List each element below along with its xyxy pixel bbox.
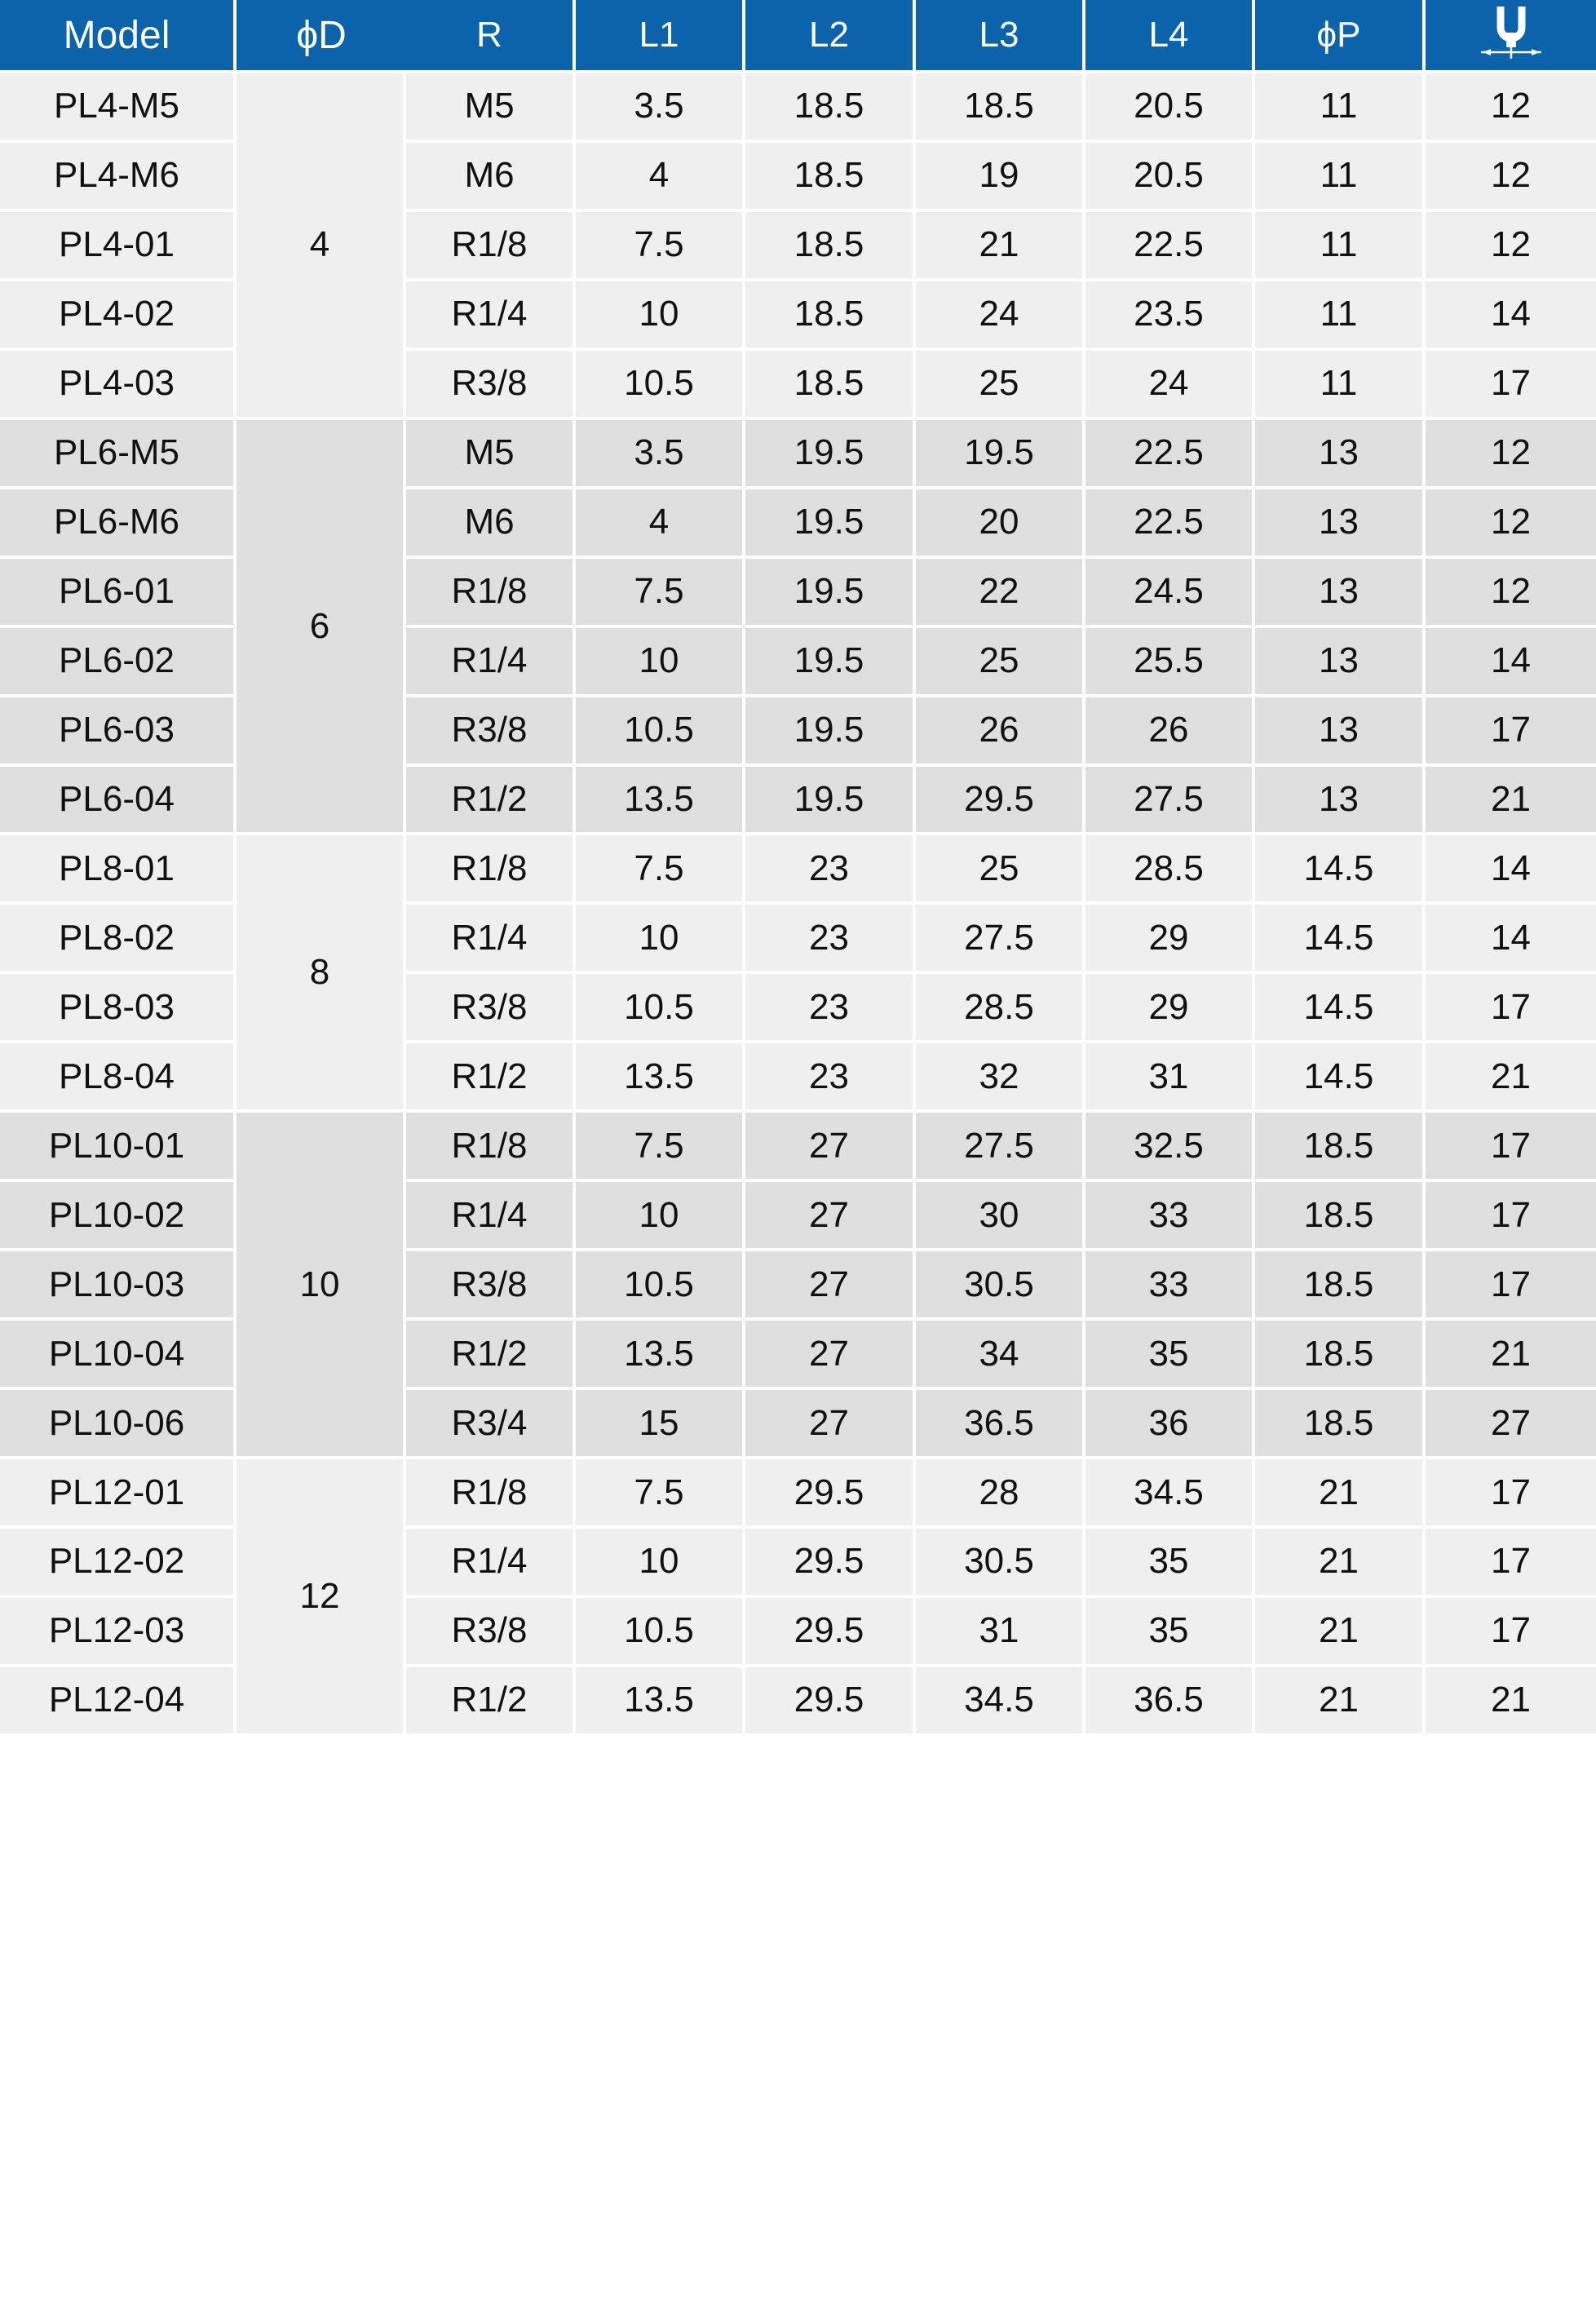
- p-cell: 14.5: [1255, 905, 1426, 974]
- diameter-cell: 12: [237, 1459, 406, 1737]
- l2-cell: 27: [745, 1182, 916, 1251]
- l3-cell: 18.5: [916, 73, 1085, 143]
- r-cell: R1/4: [406, 281, 576, 351]
- r-cell: M5: [406, 420, 576, 489]
- l4-cell: 31: [1085, 1043, 1255, 1113]
- l4-cell: 35: [1085, 1321, 1255, 1390]
- model-cell: PL6-01: [0, 559, 237, 628]
- model-cell: PL4-M5: [0, 73, 237, 143]
- l1-cell: 3.5: [576, 73, 745, 143]
- p-cell: 21: [1255, 1598, 1426, 1667]
- r-cell: R3/8: [406, 974, 576, 1043]
- l3-cell: 25: [916, 351, 1085, 420]
- diameter-cell: 6: [237, 420, 406, 836]
- table-body: [0, 73, 1596, 1737]
- h-cell: 17: [1426, 351, 1596, 420]
- h-cell: 12: [1426, 73, 1596, 143]
- l1-cell: 10.5: [576, 1598, 745, 1667]
- h-cell: 17: [1426, 1182, 1596, 1251]
- l2-cell: 29.5: [745, 1598, 916, 1667]
- l2-cell: 18.5: [745, 143, 916, 212]
- l2-cell: 19.5: [745, 767, 916, 836]
- l1-cell: 7.5: [576, 835, 745, 905]
- l4-cell: 36: [1085, 1390, 1255, 1459]
- p-cell: 13: [1255, 628, 1426, 697]
- l3-cell: 25: [916, 835, 1085, 905]
- model-cell: PL10-02: [0, 1182, 237, 1251]
- r-cell: R1/2: [406, 1667, 576, 1737]
- h-cell: 12: [1426, 143, 1596, 212]
- h-cell: 12: [1426, 420, 1596, 489]
- h-cell: 17: [1426, 1113, 1596, 1182]
- model-cell: PL8-02: [0, 905, 237, 974]
- l1-cell: 13.5: [576, 1043, 745, 1113]
- h-cell: 21: [1426, 1043, 1596, 1113]
- p-cell: 13: [1255, 559, 1426, 628]
- p-cell: 13: [1255, 489, 1426, 559]
- table-row: [0, 73, 1596, 143]
- model-cell: PL8-04: [0, 1043, 237, 1113]
- l4-cell: 29: [1085, 905, 1255, 974]
- l2-cell: 29.5: [745, 1459, 916, 1529]
- h-cell: 17: [1426, 697, 1596, 767]
- l2-cell: 23: [745, 835, 916, 905]
- l2-cell: 19.5: [745, 420, 916, 489]
- diameter-cell: 4: [237, 73, 406, 420]
- l3-cell: 27.5: [916, 905, 1085, 974]
- l4-cell: 29: [1085, 974, 1255, 1043]
- header-r: R: [406, 0, 576, 73]
- l3-cell: 27.5: [916, 1113, 1085, 1182]
- p-cell: 18.5: [1255, 1251, 1426, 1321]
- h-cell: 17: [1426, 1459, 1596, 1529]
- l4-cell: 22.5: [1085, 489, 1255, 559]
- p-cell: 11: [1255, 212, 1426, 281]
- l3-cell: 30.5: [916, 1529, 1085, 1598]
- r-cell: R1/4: [406, 1182, 576, 1251]
- model-cell: PL8-03: [0, 974, 237, 1043]
- l4-cell: 20.5: [1085, 73, 1255, 143]
- l2-cell: 19.5: [745, 489, 916, 559]
- l2-cell: 27: [745, 1390, 916, 1459]
- r-cell: R3/8: [406, 351, 576, 420]
- header-p: ϕP: [1255, 0, 1426, 73]
- l3-cell: 19.5: [916, 420, 1085, 489]
- header-l1: L1: [576, 0, 745, 73]
- r-cell: M6: [406, 489, 576, 559]
- h-cell: 14: [1426, 905, 1596, 974]
- l3-cell: 21: [916, 212, 1085, 281]
- r-cell: R3/4: [406, 1390, 576, 1459]
- l1-cell: 10.5: [576, 697, 745, 767]
- model-cell: PL10-01: [0, 1113, 237, 1182]
- l4-cell: 34.5: [1085, 1459, 1255, 1529]
- l3-cell: 26: [916, 697, 1085, 767]
- p-cell: 21: [1255, 1529, 1426, 1598]
- l4-cell: 36.5: [1085, 1667, 1255, 1737]
- l3-cell: 24: [916, 281, 1085, 351]
- table-row: [0, 1113, 1596, 1182]
- r-cell: R3/8: [406, 697, 576, 767]
- l4-cell: 20.5: [1085, 143, 1255, 212]
- header-l4: L4: [1085, 0, 1255, 73]
- h-cell: 17: [1426, 1529, 1596, 1598]
- h-cell: 21: [1426, 1321, 1596, 1390]
- l4-cell: 22.5: [1085, 420, 1255, 489]
- p-cell: 14.5: [1255, 974, 1426, 1043]
- p-cell: 11: [1255, 143, 1426, 212]
- l2-cell: 23: [745, 905, 916, 974]
- l4-cell: 24: [1085, 351, 1255, 420]
- l4-cell: 23.5: [1085, 281, 1255, 351]
- l2-cell: 23: [745, 974, 916, 1043]
- model-cell: PL12-04: [0, 1667, 237, 1737]
- l4-cell: 35: [1085, 1598, 1255, 1667]
- h-cell: 14: [1426, 628, 1596, 697]
- l4-cell: 26: [1085, 697, 1255, 767]
- l4-cell: 25.5: [1085, 628, 1255, 697]
- r-cell: M5: [406, 73, 576, 143]
- r-cell: R1/8: [406, 212, 576, 281]
- l1-cell: 7.5: [576, 212, 745, 281]
- l3-cell: 22: [916, 559, 1085, 628]
- model-cell: PL12-02: [0, 1529, 237, 1598]
- h-cell: 17: [1426, 1598, 1596, 1667]
- model-cell: PL10-06: [0, 1390, 237, 1459]
- l3-cell: 30: [916, 1182, 1085, 1251]
- r-cell: R1/4: [406, 628, 576, 697]
- l4-cell: 33: [1085, 1182, 1255, 1251]
- r-cell: R1/8: [406, 559, 576, 628]
- l3-cell: 36.5: [916, 1390, 1085, 1459]
- l3-cell: 32: [916, 1043, 1085, 1113]
- model-cell: PL6-02: [0, 628, 237, 697]
- h-cell: 17: [1426, 1251, 1596, 1321]
- table-row: [0, 420, 1596, 489]
- model-cell: PL12-03: [0, 1598, 237, 1667]
- diameter-cell: 10: [237, 1113, 406, 1459]
- hex-width-icon: [1426, 0, 1596, 70]
- model-cell: PL4-03: [0, 351, 237, 420]
- p-cell: 18.5: [1255, 1390, 1426, 1459]
- l4-cell: 24.5: [1085, 559, 1255, 628]
- l3-cell: 28.5: [916, 974, 1085, 1043]
- r-cell: R1/8: [406, 1459, 576, 1529]
- r-cell: R1/4: [406, 1529, 576, 1598]
- l1-cell: 10: [576, 905, 745, 974]
- r-cell: R3/8: [406, 1598, 576, 1667]
- r-cell: M6: [406, 143, 576, 212]
- l1-cell: 4: [576, 489, 745, 559]
- l1-cell: 13.5: [576, 767, 745, 836]
- l2-cell: 18.5: [745, 73, 916, 143]
- model-cell: PL6-04: [0, 767, 237, 836]
- table-row: [0, 1459, 1596, 1529]
- p-cell: 11: [1255, 351, 1426, 420]
- p-cell: 21: [1255, 1459, 1426, 1529]
- h-cell: 14: [1426, 281, 1596, 351]
- l1-cell: 13.5: [576, 1321, 745, 1390]
- l2-cell: 19.5: [745, 559, 916, 628]
- r-cell: R1/8: [406, 835, 576, 905]
- l1-cell: 10: [576, 628, 745, 697]
- l4-cell: 22.5: [1085, 212, 1255, 281]
- l2-cell: 29.5: [745, 1667, 916, 1737]
- r-cell: R1/4: [406, 905, 576, 974]
- l1-cell: 7.5: [576, 1113, 745, 1182]
- r-cell: R3/8: [406, 1251, 576, 1321]
- l2-cell: 19.5: [745, 697, 916, 767]
- r-cell: R1/2: [406, 1043, 576, 1113]
- l1-cell: 15: [576, 1390, 745, 1459]
- l3-cell: 28: [916, 1459, 1085, 1529]
- table-header: [0, 0, 1596, 73]
- l3-cell: 34.5: [916, 1667, 1085, 1737]
- model-cell: PL4-02: [0, 281, 237, 351]
- h-cell: 21: [1426, 767, 1596, 836]
- l1-cell: 10.5: [576, 1251, 745, 1321]
- l3-cell: 31: [916, 1598, 1085, 1667]
- l3-cell: 29.5: [916, 767, 1085, 836]
- model-cell: PL4-01: [0, 212, 237, 281]
- p-cell: 14.5: [1255, 835, 1426, 905]
- l1-cell: 10.5: [576, 974, 745, 1043]
- r-cell: R1/8: [406, 1113, 576, 1182]
- p-cell: 18.5: [1255, 1182, 1426, 1251]
- header-hex-width: [1426, 0, 1596, 73]
- l2-cell: 29.5: [745, 1529, 916, 1598]
- l4-cell: 28.5: [1085, 835, 1255, 905]
- p-cell: 21: [1255, 1667, 1426, 1737]
- p-cell: 11: [1255, 281, 1426, 351]
- h-cell: 14: [1426, 835, 1596, 905]
- h-cell: 12: [1426, 212, 1596, 281]
- l4-cell: 35: [1085, 1529, 1255, 1598]
- model-cell: PL10-04: [0, 1321, 237, 1390]
- header-l2: L2: [745, 0, 916, 73]
- l3-cell: 19: [916, 143, 1085, 212]
- l1-cell: 4: [576, 143, 745, 212]
- l1-cell: 13.5: [576, 1667, 745, 1737]
- l1-cell: 10: [576, 1182, 745, 1251]
- l2-cell: 19.5: [745, 628, 916, 697]
- p-cell: 13: [1255, 420, 1426, 489]
- l1-cell: 10: [576, 1529, 745, 1598]
- h-cell: 21: [1426, 1667, 1596, 1737]
- h-cell: 17: [1426, 974, 1596, 1043]
- header-l3: L3: [916, 0, 1085, 73]
- h-cell: 27: [1426, 1390, 1596, 1459]
- model-cell: PL8-01: [0, 835, 237, 905]
- model-cell: PL6-M5: [0, 420, 237, 489]
- r-cell: R1/2: [406, 1321, 576, 1390]
- l1-cell: 7.5: [576, 559, 745, 628]
- l3-cell: 34: [916, 1321, 1085, 1390]
- p-cell: 18.5: [1255, 1321, 1426, 1390]
- l3-cell: 30.5: [916, 1251, 1085, 1321]
- p-cell: 11: [1255, 73, 1426, 143]
- l2-cell: 18.5: [745, 212, 916, 281]
- model-cell: PL6-03: [0, 697, 237, 767]
- h-cell: 12: [1426, 489, 1596, 559]
- l2-cell: 27: [745, 1251, 916, 1321]
- l2-cell: 18.5: [745, 351, 916, 420]
- model-cell: PL4-M6: [0, 143, 237, 212]
- l2-cell: 27: [745, 1113, 916, 1182]
- l2-cell: 18.5: [745, 281, 916, 351]
- model-cell: PL12-01: [0, 1459, 237, 1529]
- header-diameter: ϕD: [237, 0, 406, 73]
- header-model: Model: [0, 0, 237, 73]
- table-row: [0, 835, 1596, 905]
- l1-cell: 7.5: [576, 1459, 745, 1529]
- p-cell: 14.5: [1255, 1043, 1426, 1113]
- diameter-cell: 8: [237, 835, 406, 1113]
- l1-cell: 10: [576, 281, 745, 351]
- l4-cell: 27.5: [1085, 767, 1255, 836]
- l4-cell: 32.5: [1085, 1113, 1255, 1182]
- l1-cell: 3.5: [576, 420, 745, 489]
- l2-cell: 27: [745, 1321, 916, 1390]
- p-cell: 18.5: [1255, 1113, 1426, 1182]
- p-cell: 13: [1255, 767, 1426, 836]
- l1-cell: 10.5: [576, 351, 745, 420]
- l3-cell: 20: [916, 489, 1085, 559]
- p-cell: 13: [1255, 697, 1426, 767]
- r-cell: R1/2: [406, 767, 576, 836]
- model-cell: PL6-M6: [0, 489, 237, 559]
- l4-cell: 33: [1085, 1251, 1255, 1321]
- l3-cell: 25: [916, 628, 1085, 697]
- l2-cell: 23: [745, 1043, 916, 1113]
- h-cell: 12: [1426, 559, 1596, 628]
- model-cell: PL10-03: [0, 1251, 237, 1321]
